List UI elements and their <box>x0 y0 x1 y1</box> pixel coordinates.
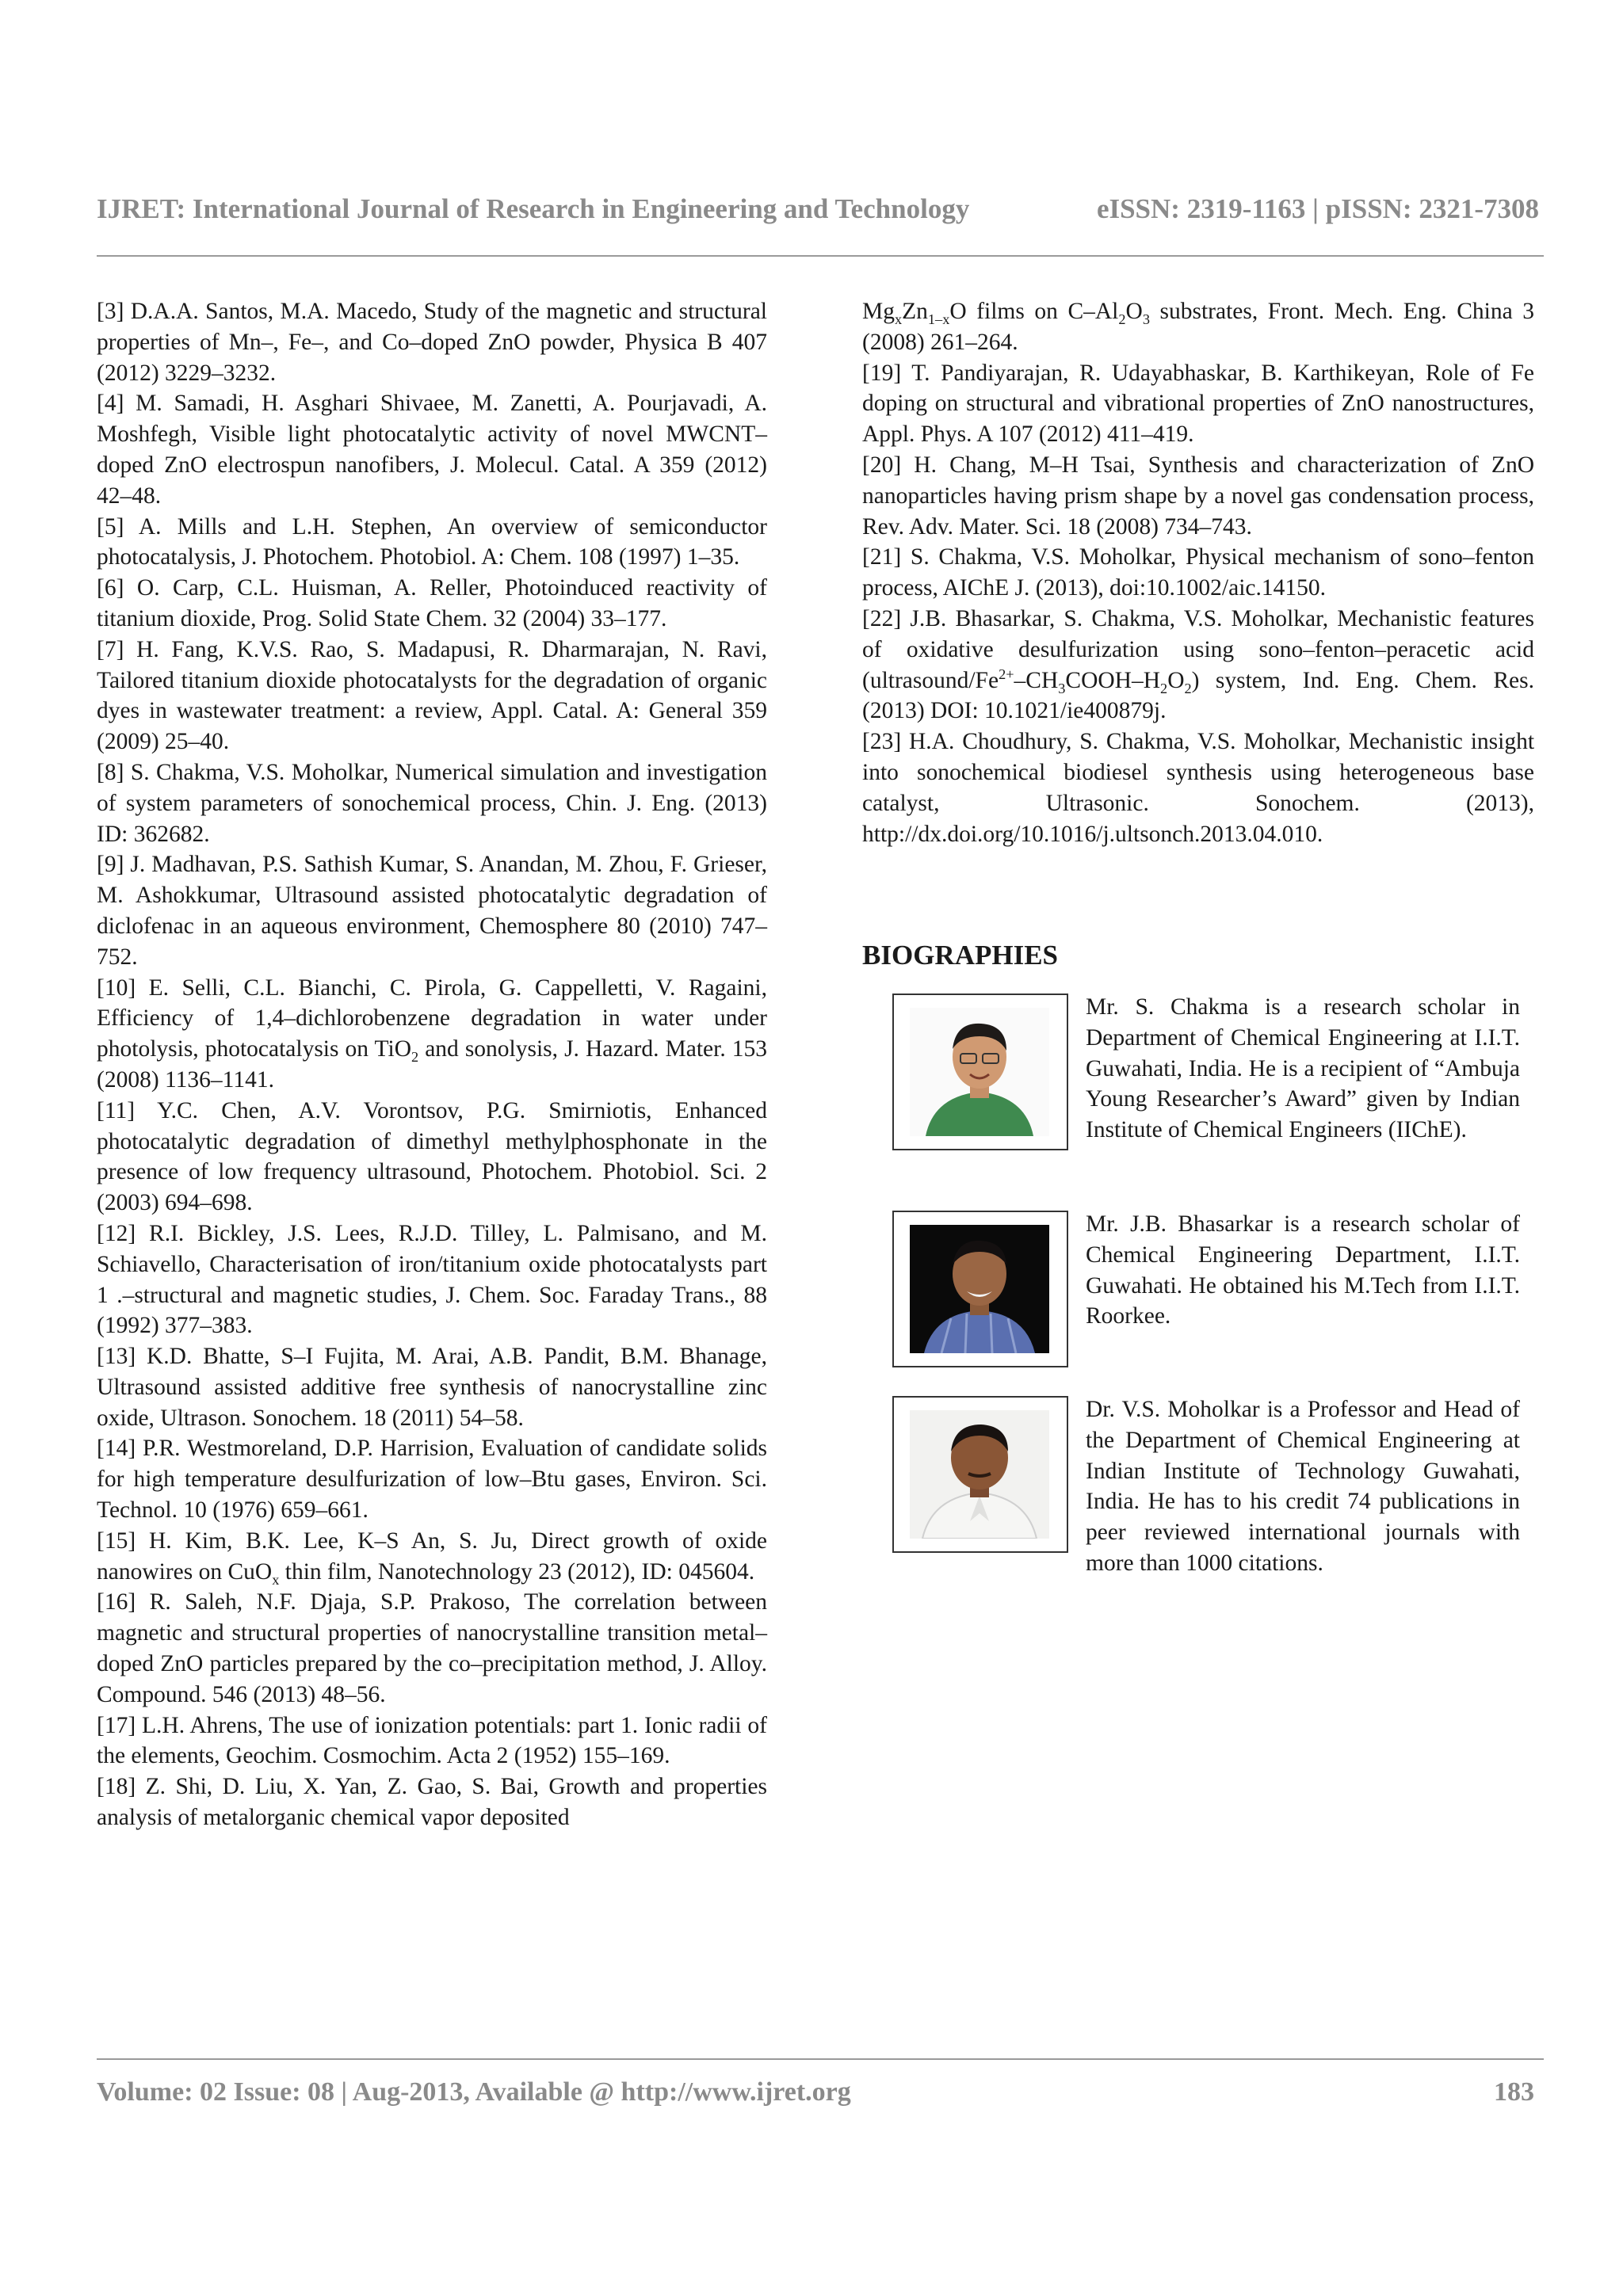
reference-item: [6] O. Carp, C.L. Huisman, A. Reller, Photoinduced reactivity of titanium dioxide, Prog. Solid State Chem. 32 (2004) 33–177. <box>97 575 767 631</box>
page-number: 183 <box>1494 2077 1534 2107</box>
references-right-column <box>862 296 1534 849</box>
reference-item: [14] P.R. Westmoreland, D.P. Harrision, Evaluation of candidate solids for high temperature desulfurization of low–Btu gases, Environ. Sci. Technol. 10 (1976) 659–661. <box>97 1436 768 1524</box>
reference-item: [4] M. Samadi, H. Asghari Shivaee, M. Zanetti, A. Pourjavadi, A. Moshfegh, Visible light photocatalytic activity of novel MWCNT–doped ZnO electrospun nanofibers, J. Molecul. Catal. A 359 (2012) 42–48. <box>97 391 767 509</box>
portrait-image <box>910 1225 1049 1353</box>
author-photo-bhasarkar <box>892 1211 1068 1367</box>
references-left-column <box>97 296 767 1833</box>
bio-text-moholkar: Dr. V.S. Moholkar is a Professor and Head of the Department of Chemical Engineering at Indian Institute of Technology Guwahati, India. He has to his credit 74 publications in peer reviewed international journals with more than 1000 citations. <box>1086 1397 1520 1576</box>
bio-text-chakma: Mr. S. Chakma is a research scholar in Department of Chemical Engineering at I.I.T. Guwahati, India. He is a recipient of “Ambuja Young Researcher’s Award” given by Indian Institute of Chemical Engineers (IIChE). <box>1086 994 1520 1143</box>
journal-issn: eISSN: 2319-1163 | pISSN: 2321-7308 <box>1096 193 1539 224</box>
reference-item: [5] A. Mills and L.H. Stephen, An overview of semiconductor photocatalysis, J. Photochem. Photobiol. A: Chem. 108 (1997) 1–35. <box>97 513 767 570</box>
reference-item: [11] Y.C. Chen, A.V. Vorontsov, P.G. Smirniotis, Enhanced photocatalytic degradation of dimethyl methylphosphonate in the presence of low frequency ultrasound, Photochem. Photobiol. Sci. 2 (2003) 694–698. <box>97 1097 768 1216</box>
reference-item: [13] K.D. Bhatte, S–I Fujita, M. Arai, A.B. Pandit, B.M. Bhanage, Ultrasound assisted additive free synthesis of nanocrystalline zinc oxide, Ultrason. Sonochem. 18 (2011) 54–58. <box>97 1344 768 1431</box>
footer-volume-info: Volume: 02 Issue: 08 | Aug-2013, Available @ http://www.ijret.org <box>97 2077 851 2107</box>
author-photo-moholkar <box>892 1396 1068 1553</box>
reference-item: [23] H.A. Choudhury, S. Chakma, V.S. Moholkar, Mechanistic insight into sonochemical biodiesel synthesis using heterogeneous base catalyst, Ultrasonic. Sonochem. (2013), http://dx.doi.org/10.1016/j.ultsonch.2013.04.010. <box>862 729 1535 847</box>
reference-item: [18] Z. Shi, D. Liu, X. Yan, Z. Gao, S. Bai, Growth and properties analysis of metalorganic chemical vapor deposited <box>97 1774 768 1831</box>
portrait-image <box>910 1008 1049 1136</box>
bio-text-bhasarkar: Mr. J.B. Bhasarkar is a research scholar of Chemical Engineering Department, I.I.T. Guwahati. He obtained his M.Tech from I.I.T. Roorkee. <box>1086 1211 1520 1329</box>
biographies-heading: BIOGRAPHIES <box>862 940 1058 971</box>
reference-item-continued: $Mg_xZn_{1-x}O$ films on $C-Al_2O_3$ substrates, Front. Mech. Eng. China 3 (2008) 261–264. <box>862 299 1534 355</box>
reference-item: [22] J.B. Bhasarkar, S. Chakma, V.S. Moholkar, Mechanistic features of oxidative desulfurization using sono–fenton–peracetic acid $(ultrasound/Fe^{2+}-CH_3COOH-H_2O_2)$ system, Ind. Eng. Chem. Res. (2013) DOI: 10.1021/ie400879j. <box>862 605 1534 724</box>
reference-item: [20] H. Chang, M–H Tsai, Synthesis and characterization of ZnO nanoparticles having prism shape by a novel gas condensation process, Rev. Adv. Mater. Sci. 18 (2008) 734–743. <box>862 452 1535 540</box>
footer-divider <box>97 2058 1544 2060</box>
portrait-image <box>910 1410 1049 1539</box>
header-divider <box>97 255 1544 257</box>
reference-item: [21] S. Chakma, V.S. Moholkar, Physical mechanism of sono–fenton process, AIChE J. (2013), doi:10.1002/aic.14150. <box>862 544 1534 601</box>
journal-title: IJRET: International Journal of Research in Engineering and Technology <box>97 193 970 224</box>
reference-item: [10] E. Selli, C.L. Bianchi, C. Pirola, G. Cappelletti, V. Ragaini, Efficiency of 1,4–dichlorobenzene degradation in water under photolysis, photocatalysis on TiO$_2$ and sonolysis, J. Hazard. Mater. 153 (2008) 1136–1141. <box>97 974 768 1093</box>
reference-item: [19] T. Pandiyarajan, R. Udayabhaskar, B. Karthikeyan, Role of Fe doping on structural and vibrational properties of ZnO nanostructures, Appl. Phys. A 107 (2012) 411–419. <box>862 360 1535 448</box>
reference-item: [8] S. Chakma, V.S. Moholkar, Numerical simulation and investigation of system parameters of sonochemical process, Chin. J. Eng. (2013) ID: 362682. <box>97 759 768 847</box>
reference-item: [16] R. Saleh, N.F. Djaja, S.P. Prakoso, The correlation between magnetic and structural properties of nanocrystalline transition metal–doped ZnO particles prepared by the co–precipitation method, J. Alloy. Compound. 546 (2013) 48–56. <box>97 1589 768 1707</box>
reference-item: [15] H. Kim, B.K. Lee, K–S An, S. Ju, Direct growth of oxide nanowires on CuO$_x$ thin film, Nanotechnology 23 (2012), ID: 045604. <box>97 1527 768 1588</box>
reference-item: [12] R.I. Bickley, J.S. Lees, R.J.D. Tilley, L. Palmisano, and M. Schiavello, Characterisation of iron/titanium oxide photocatalysts part 1 .–structural and magnetic studies, J. Chem. Soc. Faraday Trans., 88 (1992) 377–383. <box>97 1220 767 1339</box>
reference-item: [3] D.A.A. Santos, M.A. Macedo, Study of the magnetic and structural properties of Mn–, Fe–, and Co–doped ZnO powder, Physica B 407 (2012) 3229–3232. <box>97 299 767 386</box>
reference-item: [9] J. Madhavan, P.S. Sathish Kumar, S. Anandan, M. Zhou, F. Grieser, M. Ashokkumar, Ultrasound assisted photocatalytic degradation of diclofenac in an aqueous environment, Chemosphere 80 (2010) 747–752. <box>97 852 768 970</box>
author-photo-chakma <box>892 994 1068 1150</box>
reference-item: [17] L.H. Ahrens, The use of ionization potentials: part 1. Ionic radii of the elements, Geochim. Cosmochim. Acta 2 (1952) 155–169. <box>97 1712 767 1769</box>
reference-item: [7] H. Fang, K.V.S. Rao, S. Madapusi, R. Dharmarajan, N. Ravi, Tailored titanium dioxide photocatalysts for the degradation of organic dyes in wastewater treatment: a review, Appl. Catal. A: General 359 (2009) 25–40. <box>97 636 768 755</box>
